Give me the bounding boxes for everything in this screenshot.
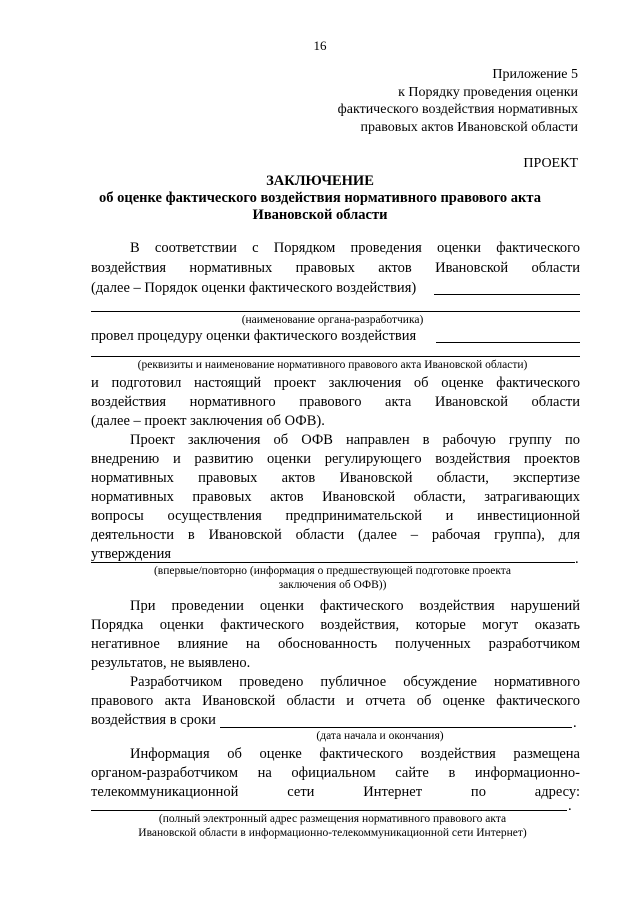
field-caption: (реквизиты и наименование нормативного правового акта Ивановской области) xyxy=(137,359,528,371)
page-number: 16 xyxy=(313,38,327,53)
paragraph-line: воздействия в сроки xyxy=(91,712,216,728)
appendix-line: правовых актов Ивановской области xyxy=(360,119,578,135)
fill-in-line xyxy=(91,311,580,312)
field-caption: (дата начала и окончания) xyxy=(316,730,444,742)
paragraph-line: деятельности в Ивановской области (далее – рабочая группа), для xyxy=(91,527,580,543)
paragraph-line: правового акта Ивановской области и отчета об оценке фактического xyxy=(91,693,580,709)
paragraph-line: вопросы осуществления предпринимательской и инвестиционной xyxy=(91,508,580,524)
paragraph-line: (далее – проект заключения об ОФВ). xyxy=(91,413,325,429)
paragraph-line: нормативных правовых актов Ивановской области, экспертизе xyxy=(91,470,580,486)
paragraph-line: утверждения xyxy=(91,546,172,562)
paragraph-line: воздействия нормативных правовых актов Ивановской области xyxy=(91,260,580,276)
paragraph-line: воздействия нормативного правового акта Ивановской области xyxy=(91,394,580,410)
document-subtitle: об оценке фактического воздействия нормативного правового акта xyxy=(99,190,541,206)
fill-in-line xyxy=(436,342,580,343)
field-caption: (наименование органа-разработчика) xyxy=(241,314,424,326)
appendix-line: Приложение 5 xyxy=(492,67,578,82)
paragraph-line: Порядка оценки фактического воздействия, которые могут оказать xyxy=(91,617,580,633)
paragraph-line: внедрению и развитию оценки регулирующего воздействия проектов xyxy=(91,451,580,467)
appendix-line: к Порядку проведения оценки xyxy=(398,84,578,100)
fill-in-line xyxy=(434,294,580,295)
paragraph-line: В соответствии с Порядком проведения оценки фактического xyxy=(130,240,580,256)
fill-in-line xyxy=(91,356,580,357)
paragraph-line: Информация об оценке фактического воздействия размещена xyxy=(130,746,580,762)
field-caption: (впервые/повторно (информация о предшествующей подготовке проекта xyxy=(153,565,512,577)
paragraph-line: и подготовил настоящий проект заключения об оценке фактического xyxy=(91,375,580,391)
field-caption: (полный электронный адрес размещения нормативного правового акта xyxy=(158,813,507,825)
paragraph-line: Разработчиком проведено публичное обсуждение нормативного xyxy=(130,674,580,690)
paragraph-line: результатов, не выявлено. xyxy=(91,655,251,671)
appendix-line: фактического воздействия нормативных xyxy=(337,102,578,117)
paragraph-line: негативное влияние на обоснованность полученных разработчиком xyxy=(91,636,580,652)
field-caption: заключения об ОФВ)) xyxy=(278,579,387,591)
paragraph-line: провел процедуру оценки фактического воздействия xyxy=(91,328,417,344)
fill-in-line xyxy=(91,810,567,811)
paragraph-line: нормативных правовых актов Ивановской области, затрагивающих xyxy=(91,489,580,505)
period-mark: . xyxy=(568,798,572,814)
fill-in-line xyxy=(91,562,575,563)
period-mark: . xyxy=(575,551,579,567)
paragraph-line: При проведении оценки фактического воздействия нарушений xyxy=(130,598,580,614)
field-caption: Ивановской области в информационно-телекоммуникационной сети Интернет) xyxy=(138,827,527,839)
fill-in-line xyxy=(220,727,572,728)
paragraph-line: органом-разработчиком на официальном сайте в информационно- xyxy=(91,765,580,781)
document-subtitle: Ивановской области xyxy=(252,207,388,223)
paragraph-line: (далее – Порядок оценки фактического воздействия) xyxy=(91,280,417,296)
period-mark: . xyxy=(573,715,577,731)
draft-label: ПРОЕКТ xyxy=(523,156,578,171)
appendix-header xyxy=(338,66,578,136)
paragraph-line: телекоммуникационной сети Интернет по адресу: xyxy=(91,784,580,800)
paragraph-line: Проект заключения об ОФВ направлен в рабочую группу по xyxy=(130,432,580,448)
document-title: ЗАКЛЮЧЕНИЕ xyxy=(266,173,374,189)
